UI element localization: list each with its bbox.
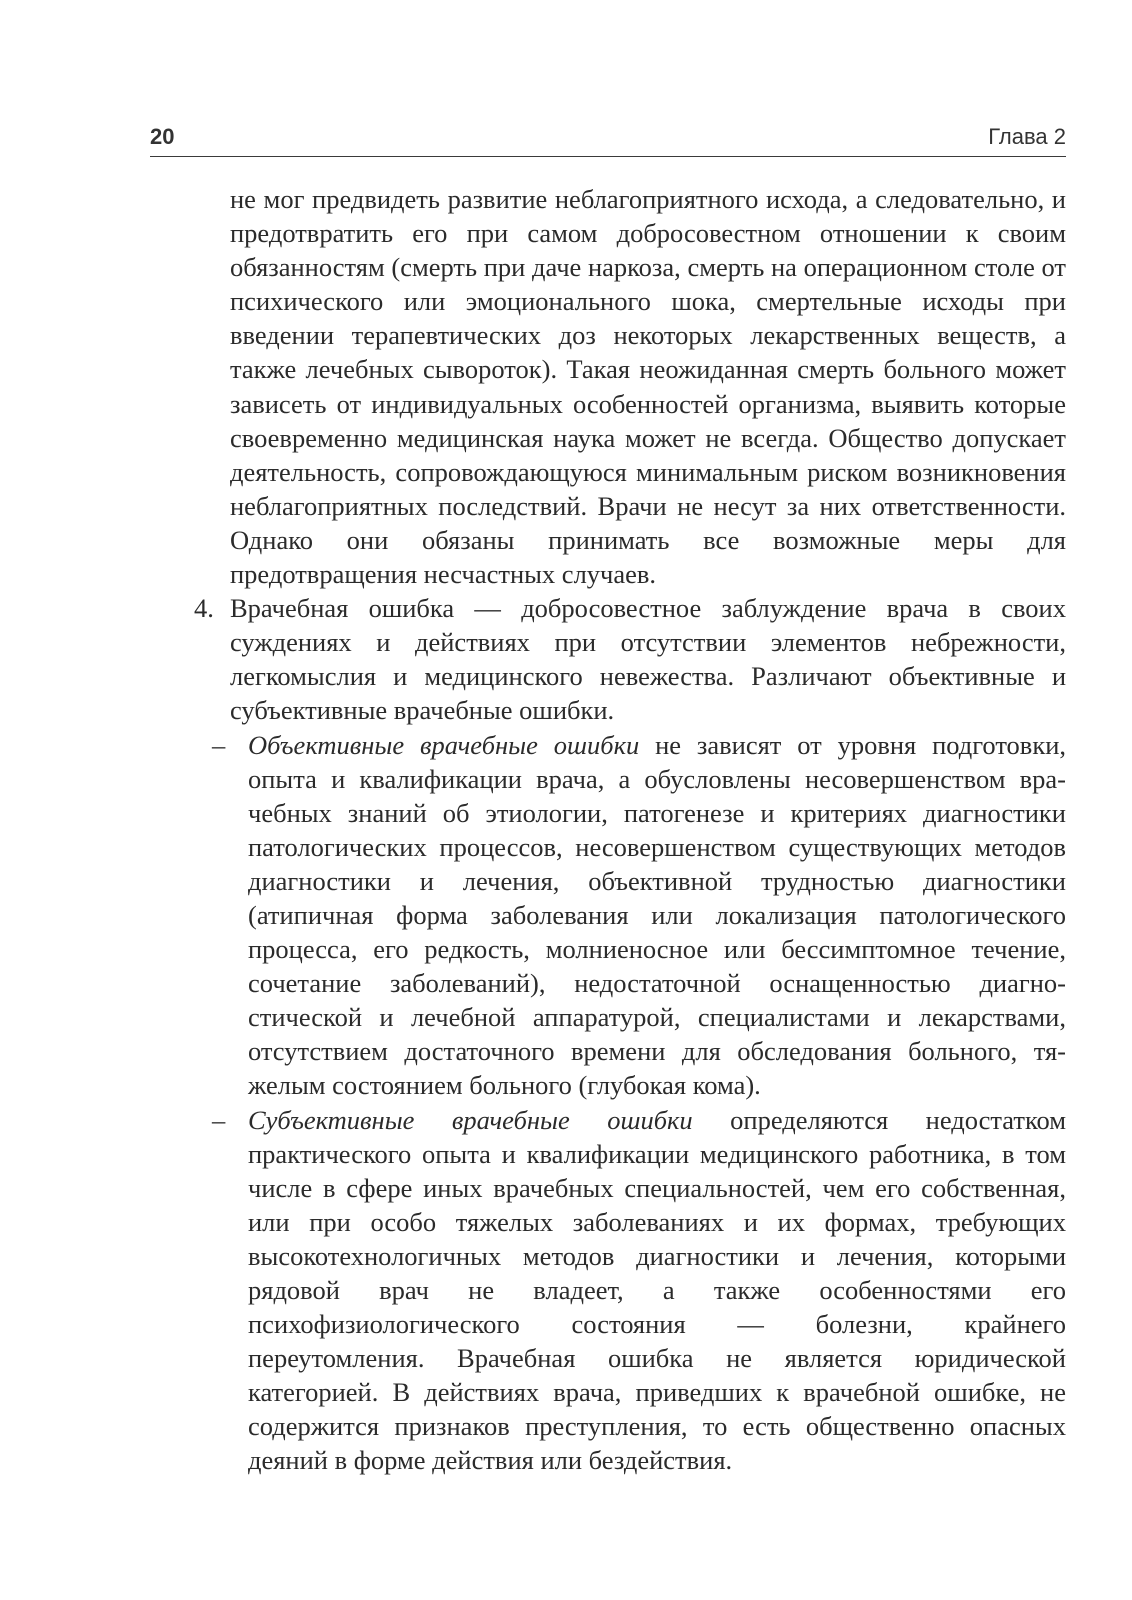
continued-paragraph: не мог предвидеть развитие неблагоприятного исхода, а следовательно, и предотвратить его при самом добросовестном отношении к своим обязанностям (смерть при даче наркоза, смерть на операционном столе от психического или эмоционального шока, смертельные исходы при введении терапевтических доз некоторых лекарственных веществ, а также лечебных сывороток). Такая неожиданная смерть больного может зависеть от индивидуальных особенностей организма, выявить которые своевременно медицинская наука может не всегда. Общество допускает деятельность, сопровождающуюся минимальным риском возникновения неблагоприятных последствий. Врачи не несут за них ответственности. Однако они обязаны принимать все возможные меры для предотвращения несчастных случаев. [230, 184, 1066, 590]
page-body [150, 182, 1066, 1478]
objective-errors-term: Объективные врачебные ошибки [248, 729, 640, 760]
dash-marker: – [212, 1104, 226, 1135]
subjective-errors-item [150, 1103, 1066, 1478]
objective-errors-text: не зависят от уровня подготовки, опыта и квалификации врача, а обусловлены несовершенством врачебных знаний об этиологии, патогенезе и критериях диагностики патологических процессов, несовершенством существующих методов диагностики и лечения, объективной трудностью диагностики (атипичная форма заболевания или локализация патологического процесса, его редкость, молниеносное или бессимптомное течение, сочетание заболеваний), недостаточной оснащенностью диагностической и лечебной аппаратурой, специалистами и лекарствами, отсутствием достаточного времени для обследования больного, тяжелым состоянием больного (глубокая кома). [248, 729, 1066, 1101]
list-item-4 [150, 591, 1066, 727]
dash-marker: – [212, 729, 226, 760]
page-number: 20 [150, 124, 175, 149]
subjective-errors-text: определяются недостатком практического опыта и квалификации медицинского работника, в том числе в сфере иных врачебных специальностей, чем его собственная, или при особо тяжелых заболеваниях и их формах, требующих высокотехнологичных методов диагностики и лечения, которыми рядовой врач не владеет, а также особенностями его психофизиологического состояния — болезни, крайнего переутомления. Врачебная ошибка не является юридической категорией. В действиях врача, приведших к врачебной ошибке, не содержится признаков преступления, то есть общественно опасных деяний в форме действия или бездействия. [248, 1104, 1066, 1476]
running-header [150, 120, 1066, 157]
chapter-title: Глава 2 [988, 124, 1066, 149]
subjective-errors-term: Субъективные врачебные ошибки [248, 1104, 693, 1135]
list-number: 4. [194, 593, 214, 624]
objective-errors-item [150, 728, 1066, 1103]
list-item-text: Врачебная ошибка — добросовестное заблуждение врача в своих суждениях и действиях при отсутствии элементов небрежности, легкомыслия и медицинского невежества. Различают объективные и субъективные врачебные ошибки. [230, 593, 1066, 726]
